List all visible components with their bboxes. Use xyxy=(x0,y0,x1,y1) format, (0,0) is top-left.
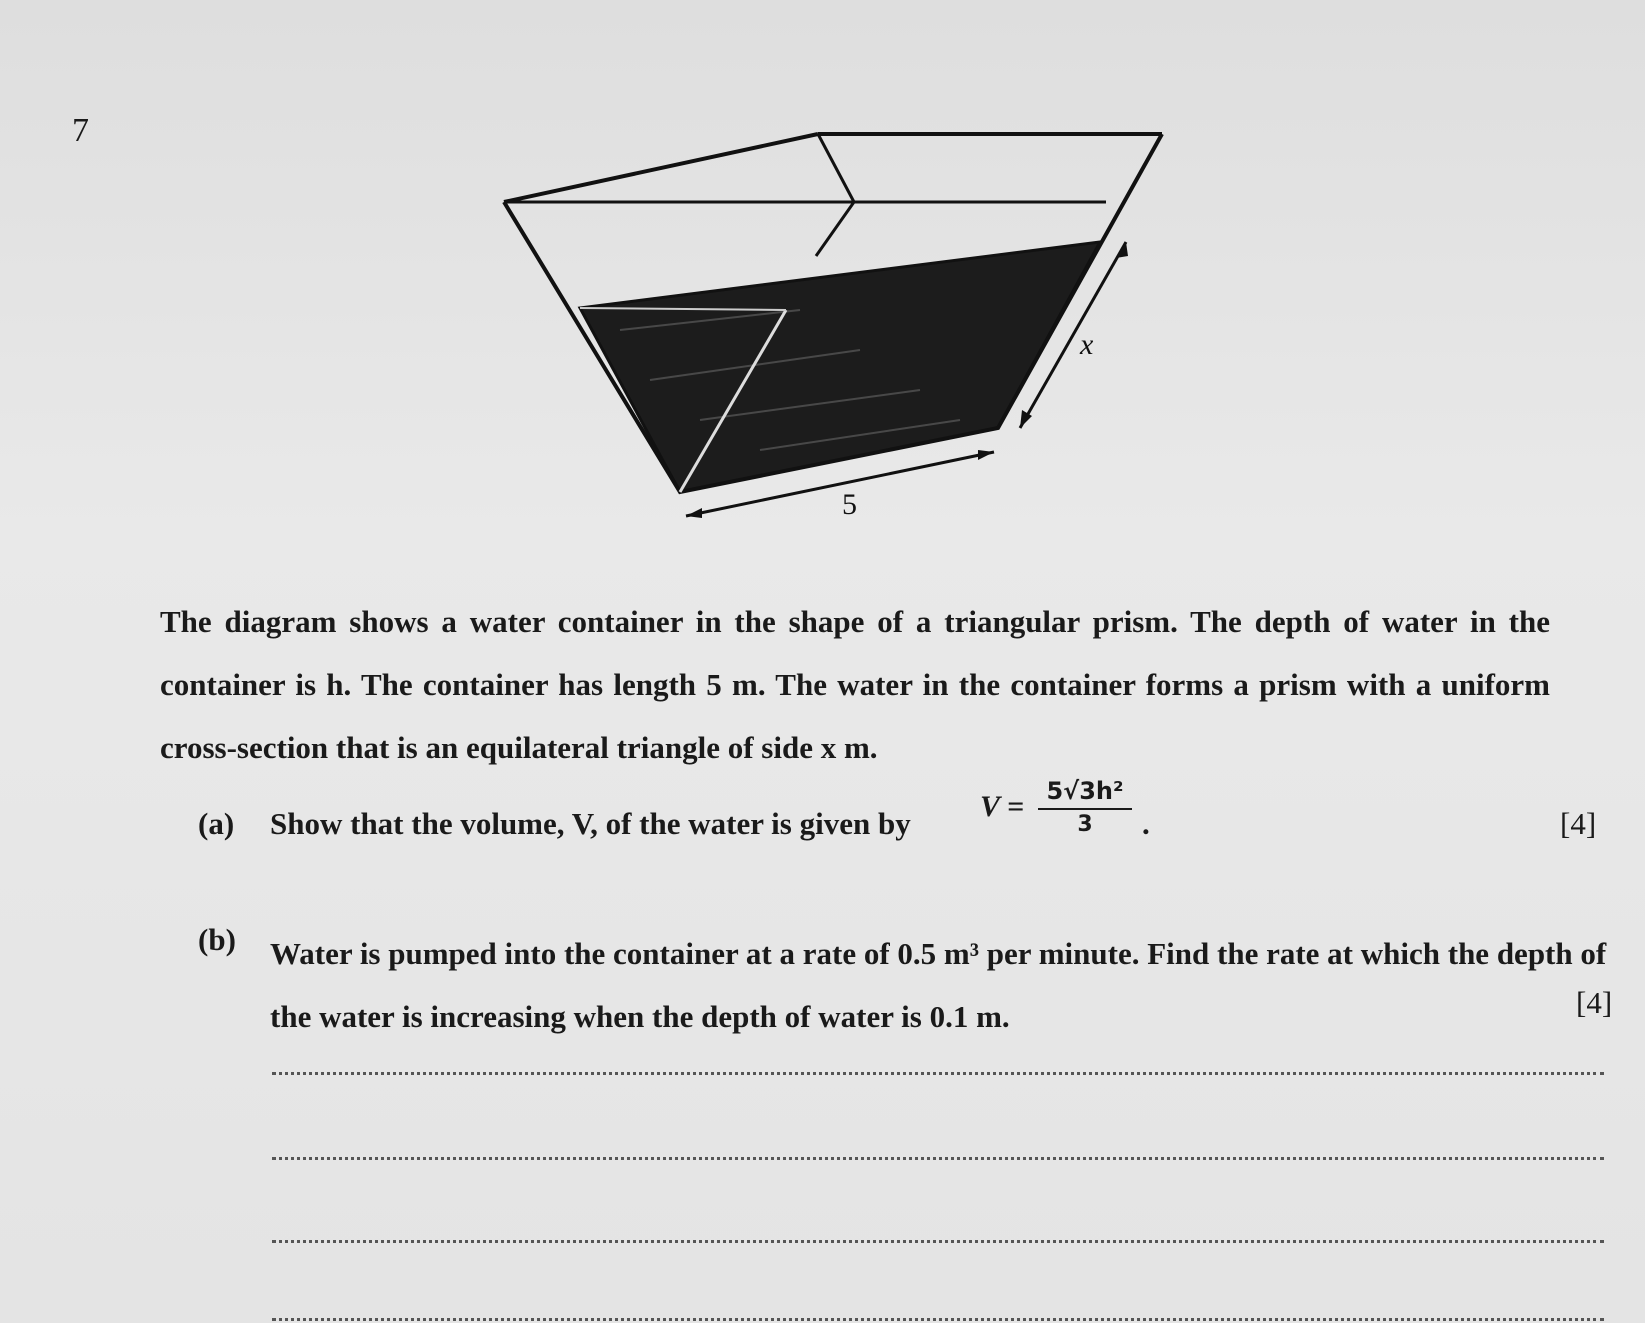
formula-fraction xyxy=(1030,776,1140,838)
length-label: 5 xyxy=(842,488,857,521)
formula-denominator: 3 xyxy=(1077,812,1093,837)
container-top-front xyxy=(504,134,818,202)
triangle-edge-2 xyxy=(816,202,854,256)
part-a-text: Show that the volume, V, of the water is given by xyxy=(270,806,911,841)
part-b-text: Water is pumped into the container at a rate of 0.5 m³ per minute. Find the rate at which the depth of the water is increasing when the depth of water is 0.1 m. xyxy=(270,936,1607,1034)
triangle-edge-1 xyxy=(818,134,854,202)
answer-line[interactable] xyxy=(272,1072,1604,1075)
formula-numerator: 5√3h² xyxy=(1046,777,1124,805)
part-a-marks: [4] xyxy=(1560,806,1597,841)
part-a-label: (a) xyxy=(198,806,235,841)
answer-line[interactable] xyxy=(272,1240,1604,1243)
answer-line[interactable] xyxy=(272,1157,1604,1160)
question-stem: The diagram shows a water container in the shape of a triangular prism. The depth of water in the container is h. The container has length 5 m. The water in the container forms a prism with a uniform cross-section that is an equilateral triangle of side x m. xyxy=(160,604,1550,765)
part-b-marks: [4] xyxy=(1576,985,1613,1020)
part-b-label: (b) xyxy=(198,922,236,957)
fraction-bar xyxy=(1038,808,1132,810)
prism-diagram xyxy=(500,130,1180,550)
side-label: x xyxy=(1080,328,1094,361)
answer-line[interactable] xyxy=(272,1318,1604,1321)
formula-end: . xyxy=(1142,806,1150,841)
question-number: 7 xyxy=(72,112,89,149)
formula-lhs: V = xyxy=(980,790,1025,823)
